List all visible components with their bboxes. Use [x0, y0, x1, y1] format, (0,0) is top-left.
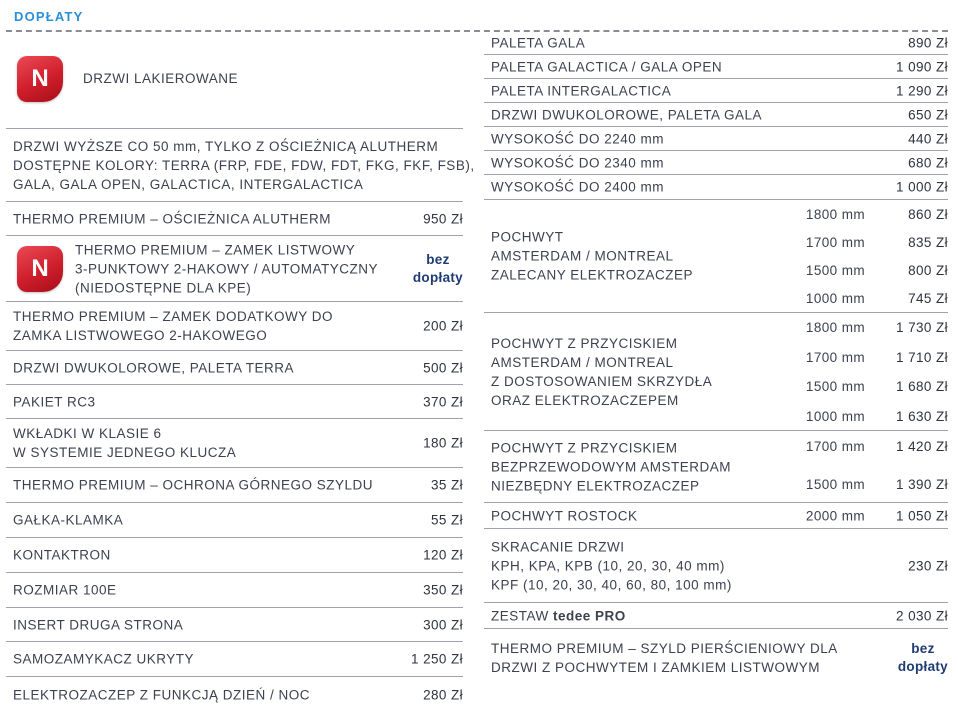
text-line: PAKIET RC3 — [13, 394, 96, 409]
price-row — [6, 202, 463, 236]
text-line: POCHWYT ROSTOCK — [491, 508, 638, 523]
row-label — [13, 615, 183, 634]
text-line: ZALECANY ELEKTROZACZEP — [491, 267, 694, 283]
text-line: KONTAKTRON — [13, 547, 111, 563]
text-line: 200 Zł — [423, 318, 463, 334]
row-label — [13, 424, 236, 462]
text-line: Z DOSTOSOWANIEM SKRZYDŁA — [491, 373, 713, 389]
row-label — [491, 33, 585, 52]
text-line: W SYSTEMIE JEDNEGO KLUCZA — [13, 445, 237, 460]
price-row — [6, 642, 463, 677]
note-line: DOSTĘPNE KOLORY: TERRA (FRP, FDE, FDW, FDT, FKG, FKF, FSB), — [13, 158, 475, 173]
header-row — [6, 31, 463, 129]
n-logo-icon: N — [17, 246, 63, 292]
text-line: POCHWYT Z PRZYCISKIEM — [491, 440, 678, 455]
text-line: 1 250 Zł — [411, 651, 463, 667]
text-line: dopłaty — [412, 269, 463, 285]
text-line: SKRACANIE DRZWI — [491, 539, 625, 554]
text-line: 950 Zł — [423, 211, 463, 226]
handle-length: 2000 mm — [805, 508, 865, 523]
price-row — [484, 200, 948, 313]
handle-length: 1700 mm — [805, 234, 865, 250]
text-line: BEZPRZEWODOWYM AMSTERDAM — [491, 459, 732, 474]
handle-price: 835 Zł — [908, 234, 948, 250]
price-row — [484, 313, 948, 431]
row-price — [896, 506, 948, 525]
price-row — [484, 79, 948, 103]
text-line: AMSTERDAM / MONTREAL — [491, 354, 674, 370]
handle-price: 1 390 Zł — [896, 476, 948, 492]
price-row — [484, 151, 948, 175]
row-label — [491, 506, 638, 525]
header-label: DRZWI LAKIEROWANE — [83, 71, 239, 86]
row-label — [491, 228, 693, 285]
handle-length: 1700 mm — [805, 349, 865, 365]
price-row — [484, 629, 948, 687]
text-line: DRZWI DWUKOLOROWE, PALETA GALA — [491, 107, 763, 122]
row-label — [491, 639, 838, 677]
price-row — [484, 603, 948, 629]
text-line: 370 Zł — [423, 394, 463, 409]
row-price — [896, 178, 948, 197]
price-row — [6, 608, 463, 642]
brand-name: tedee PRO — [553, 608, 626, 623]
text-line: PALETA INTERGALACTICA — [491, 83, 672, 98]
row-price — [423, 685, 463, 704]
text-line: 500 Zł — [423, 360, 463, 375]
price-row — [484, 175, 948, 200]
text-line: 3-PUNKTOWY 2-HAKOWY / AUTOMATYCZNY — [75, 261, 379, 276]
row-label — [491, 606, 626, 625]
n-logo-icon: N — [17, 56, 63, 102]
handle-length: 1500 mm — [805, 476, 865, 492]
handle-price: 1 680 Zł — [896, 379, 948, 395]
text-line: WYSOKOŚĆ DO 2400 mm — [491, 179, 665, 195]
text-line: POCHWYT Z PRZYCISKIEM — [491, 335, 678, 351]
text-line: 300 Zł — [423, 617, 463, 632]
note-line: DRZWI WYŻSZE CO 50 mm, TYLKO Z OŚCIEŻNICĄ ALUTHERM — [13, 139, 439, 154]
row-price — [423, 615, 463, 634]
price-row — [6, 302, 463, 351]
handle-length: 1700 mm — [805, 439, 865, 455]
text-line: 1 050 Zł — [896, 508, 948, 523]
label-prefix: ZESTAW — [491, 608, 553, 623]
price-row — [6, 236, 463, 302]
text-line: ELEKTROZACZEP Z FUNKCJĄ DZIEŃ / NOC — [13, 687, 311, 702]
row-label — [491, 438, 731, 495]
text-line: 35 Zł — [430, 477, 463, 493]
text-line: (NIEDOSTĘPNE DLA KPE) — [75, 280, 252, 295]
text-line: THERMO PREMIUM – OŚCIEŻNICA ALUTHERM — [13, 211, 332, 226]
left-column — [6, 31, 475, 712]
handle-length: 1000 mm — [805, 291, 865, 307]
notes-row — [6, 129, 475, 202]
text-line: ROZMIAR 100E — [13, 582, 117, 598]
section-title: DOPŁATY — [14, 9, 84, 24]
row-label — [13, 307, 333, 345]
text-line: bez — [426, 251, 450, 267]
row-price — [423, 317, 463, 336]
row-price — [423, 358, 463, 377]
text-line: SAMOZAMYKACZ UKRYTY — [13, 651, 195, 667]
price-row — [6, 677, 463, 712]
text-line: ORAZ ELEKTROZACZEPEM — [491, 392, 679, 408]
price-row — [6, 538, 463, 573]
handle-price: 800 Zł — [908, 263, 948, 279]
text-line: WKŁADKI W KLASIE 6 — [13, 426, 162, 441]
row-label — [491, 334, 712, 410]
row-price — [896, 81, 948, 100]
row-label — [491, 57, 722, 76]
right-column — [484, 31, 948, 687]
row-label — [491, 105, 762, 124]
price-row — [484, 529, 948, 603]
handle-price: 860 Zł — [908, 206, 948, 222]
text-line: AMSTERDAM / MONTREAL — [491, 248, 674, 264]
handle-length: 1800 mm — [805, 320, 865, 336]
text-line: INSERT DRUGA STRONA — [13, 617, 184, 632]
row-price — [423, 581, 463, 600]
text-line: NIEZBĘDNY ELEKTROZACZEP — [491, 478, 700, 493]
price-row — [6, 468, 463, 503]
price-row — [484, 127, 948, 151]
price-row — [484, 55, 948, 79]
row-price — [898, 640, 948, 676]
text-line: ZAMKA LISTWOWEGO 2-HAKOWEGO — [13, 328, 268, 343]
price-row — [484, 103, 948, 127]
handle-length: 1000 mm — [805, 408, 865, 424]
row-label — [491, 81, 671, 100]
row-label — [13, 511, 123, 530]
row-price — [423, 546, 463, 565]
row-price — [423, 434, 463, 453]
row-price — [431, 511, 463, 530]
text-line: KPH, KPA, KPB (10, 20, 30, 40 mm) — [491, 558, 725, 573]
text-line: GAŁKA-KLAMKA — [13, 512, 124, 528]
price-row — [484, 431, 948, 503]
text-line: DRZWI Z POCHWYTEM I ZAMKIEM LISTWOWYM — [491, 660, 820, 675]
row-price — [908, 129, 948, 148]
row-label — [491, 178, 664, 197]
row-label — [13, 358, 294, 377]
row-label — [13, 209, 331, 228]
text-line: THERMO PREMIUM – SZYLD PIERŚCIENIOWY DLA — [491, 641, 838, 656]
text-line: 55 Zł — [430, 512, 463, 528]
handle-price: 1 730 Zł — [896, 320, 948, 336]
text-line: KPF (10, 20, 30, 40, 60, 80, 100 mm) — [491, 577, 732, 592]
text-line: THERMO PREMIUM – OCHRONA GÓRNEGO SZYLDU — [13, 477, 374, 493]
handle-price: 1 420 Zł — [896, 439, 948, 455]
row-label — [491, 153, 664, 172]
row-label — [13, 392, 96, 411]
text-line: 350 Zł — [423, 582, 463, 598]
row-label — [491, 537, 732, 594]
row-label — [75, 240, 378, 297]
text-line: DRZWI DWUKOLOROWE, PALETA TERRA — [13, 360, 295, 375]
row-label — [13, 650, 194, 669]
price-row — [6, 573, 463, 608]
price-row — [484, 503, 948, 529]
row-label — [13, 546, 111, 565]
price-row — [6, 385, 463, 419]
price-row — [484, 31, 948, 55]
text-line: WYSOKOŚĆ DO 2240 mm — [491, 131, 665, 146]
row-label — [13, 685, 310, 704]
row-label — [491, 129, 664, 148]
row-price — [896, 57, 948, 76]
text-line: 680 Zł — [908, 155, 948, 170]
text-line: 180 Zł — [423, 435, 463, 451]
row-price — [896, 606, 948, 625]
notes-text — [13, 137, 475, 194]
row-price — [423, 392, 463, 411]
text-line: PALETA GALA — [491, 35, 586, 50]
text-line: 650 Zł — [908, 107, 948, 122]
text-line: 2 030 Zł — [896, 608, 948, 623]
row-price — [908, 153, 948, 172]
text-line: THERMO PREMIUM – ZAMEK LISTWOWY — [75, 242, 356, 257]
row-price — [908, 105, 948, 124]
row-price — [411, 650, 463, 669]
row-price — [908, 33, 948, 52]
row-price — [431, 476, 463, 495]
text-line: dopłaty — [897, 659, 948, 674]
row-price — [423, 209, 463, 228]
handle-price: 745 Zł — [908, 291, 948, 307]
text-line: 120 Zł — [423, 547, 463, 563]
text-line: 1 090 Zł — [896, 59, 948, 74]
text-line: WYSOKOŚĆ DO 2340 mm — [491, 155, 665, 170]
price-row — [6, 351, 463, 385]
text-line: 230 Zł — [908, 558, 948, 573]
price-row — [6, 419, 463, 468]
text-line: 1 290 Zł — [896, 83, 948, 98]
handle-price: 1 710 Zł — [896, 349, 948, 365]
text-line: POCHWYT — [491, 229, 564, 245]
row-label — [13, 581, 117, 600]
text-line: 280 Zł — [423, 687, 463, 702]
text-line: PALETA GALACTICA / GALA OPEN — [491, 59, 723, 74]
text-line: 440 Zł — [908, 131, 948, 146]
text-line: bez — [911, 641, 935, 656]
note-line: GALA, GALA OPEN, GALACTICA, INTERGALACTICA — [13, 177, 364, 192]
text-line: THERMO PREMIUM – ZAMEK DODATKOWY DO — [13, 309, 334, 324]
text-line: 890 Zł — [908, 35, 948, 50]
handle-length: 1800 mm — [805, 206, 865, 222]
handle-price: 1 630 Zł — [896, 408, 948, 424]
row-price — [908, 556, 948, 575]
handle-length: 1500 mm — [805, 379, 865, 395]
handle-length: 1500 mm — [805, 263, 865, 279]
row-label — [13, 476, 373, 495]
price-row — [6, 503, 463, 538]
row-price — [413, 251, 463, 287]
text-line: 1 000 Zł — [896, 179, 948, 195]
